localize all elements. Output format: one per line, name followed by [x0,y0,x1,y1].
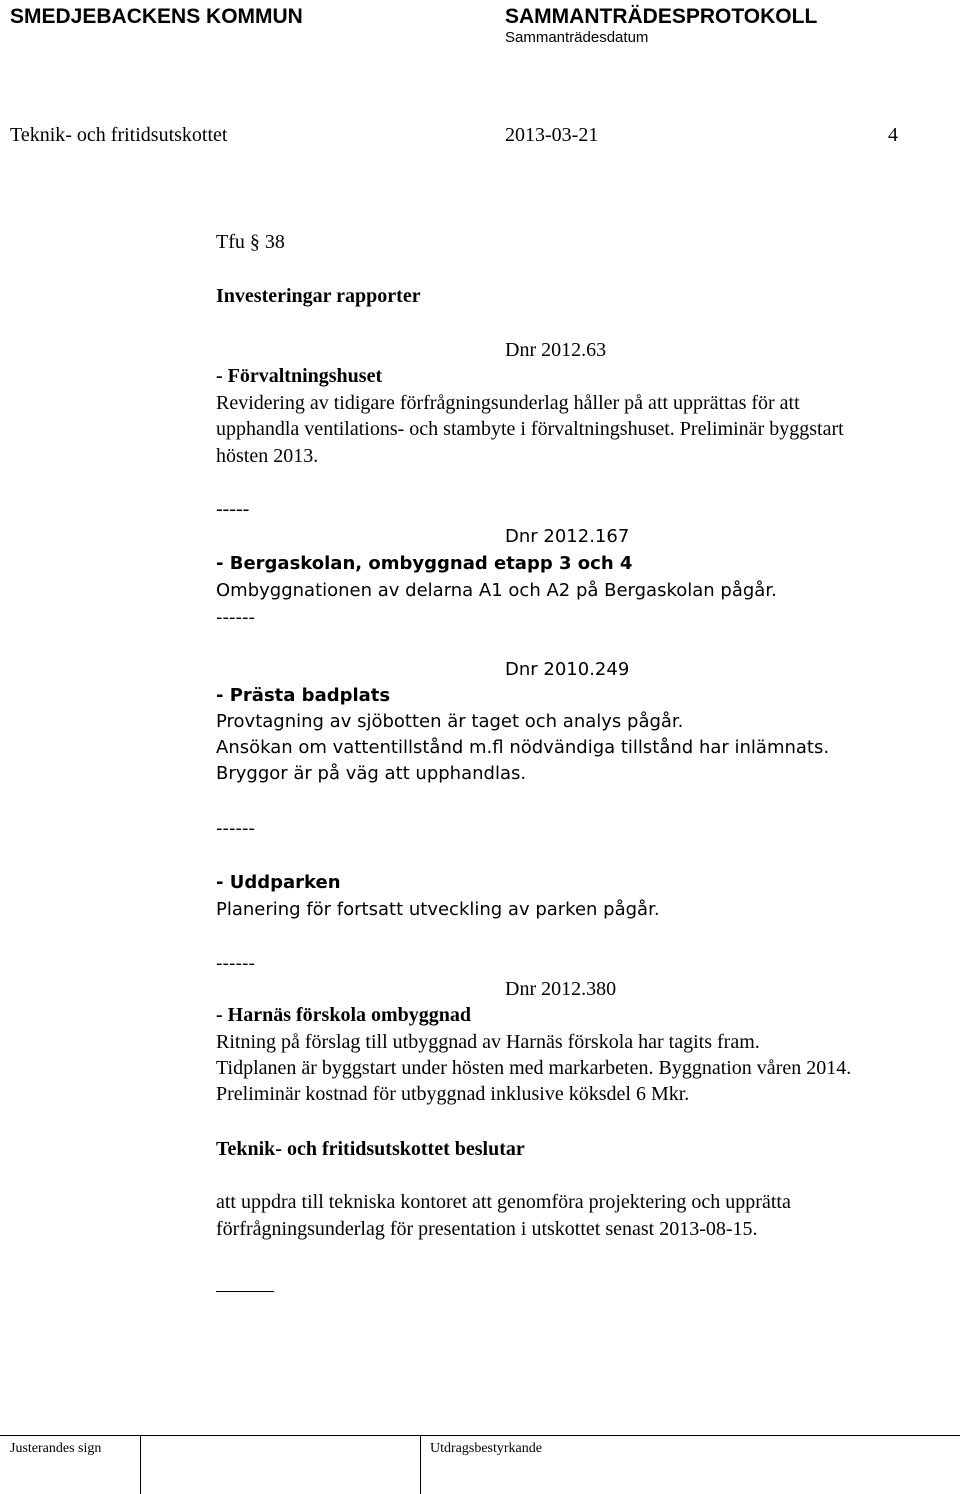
date-label: Sammanträdesdatum [505,29,649,46]
item-text-line: Revidering av tidigare förfrågningsunderlag håller på att upprättas för att [216,392,800,414]
item-dnr: Dnr 2012.380 [505,978,617,1000]
item-text-line: Preliminär kostnad för utbyggnad inklusive köksdel 6 Mkr. [216,1083,690,1105]
footer-divider [140,1435,141,1494]
item-text-line: Planering för fortsatt utveckling av parken pågår. [216,899,660,920]
end-marker-line [216,1291,274,1292]
item-dnr: Dnr 2012.167 [505,526,630,547]
item-title: - Prästa badplats [216,685,391,706]
decision-heading: Teknik- och fritidsutskottet beslutar [216,1138,525,1160]
footer-extract-label: Utdragsbestyrkande [430,1441,542,1456]
item-text-line: Ritning på förslag till utbyggnad av Harnäs förskola har tagits fram. [216,1031,760,1053]
item-text-line: Ombyggnationen av delarna A1 och A2 på Bergaskolan pågår. [216,580,777,601]
item-dnr: Dnr 2010.249 [505,659,630,680]
doc-type: SAMMANTRÄDESPROTOKOLL [505,5,818,28]
org-name: SMEDJEBACKENS KOMMUN [10,5,303,28]
item-text-line: Ansökan om vattentillstånd m.fl nödvändiga tillstånd har inlämnats. [216,737,830,758]
decision-text-line: att uppdra till tekniska kontoret att genomföra projektering och upprätta [216,1191,791,1213]
decision-text-line: förfrågningsunderlag för presentation i utskottet senast 2013-08-15. [216,1218,758,1240]
item-text-line: hösten 2013. [216,445,319,467]
item-separator: ----- [216,498,250,520]
item-title: - Bergaskolan, ombyggnad etapp 3 och 4 [216,553,633,574]
item-text-line: upphandla ventilations- och stambyte i förvaltningshuset. Preliminär byggstart [216,418,844,440]
item-separator: ------ [216,818,255,839]
item-title: - Harnäs förskola ombyggnad [216,1004,472,1026]
item-title: - Förvaltningshuset [216,365,383,387]
item-text-line: Provtagning av sjöbotten är taget och analys pågår. [216,711,684,732]
paragraph-title: Investeringar rapporter [216,285,421,307]
item-separator: ------ [216,953,255,974]
footer-sign-label: Justerandes sign [10,1441,102,1456]
footer-divider [420,1435,421,1494]
item-separator: ------ [216,607,255,628]
item-dnr: Dnr 2012.63 [505,339,607,361]
item-text-line: Bryggor är på väg att upphandlas. [216,763,527,784]
committee-name: Teknik- och fritidsutskottet [10,124,228,146]
footer-top-border [0,1435,960,1436]
paragraph-number: Tfu § 38 [216,231,285,253]
meeting-date: 2013-03-21 [505,124,599,146]
item-title: - Uddparken [216,872,341,893]
item-text-line: Tidplanen är byggstart under hösten med markarbeten. Byggnation våren 2014. [216,1057,852,1079]
page-number: 4 [888,124,898,146]
